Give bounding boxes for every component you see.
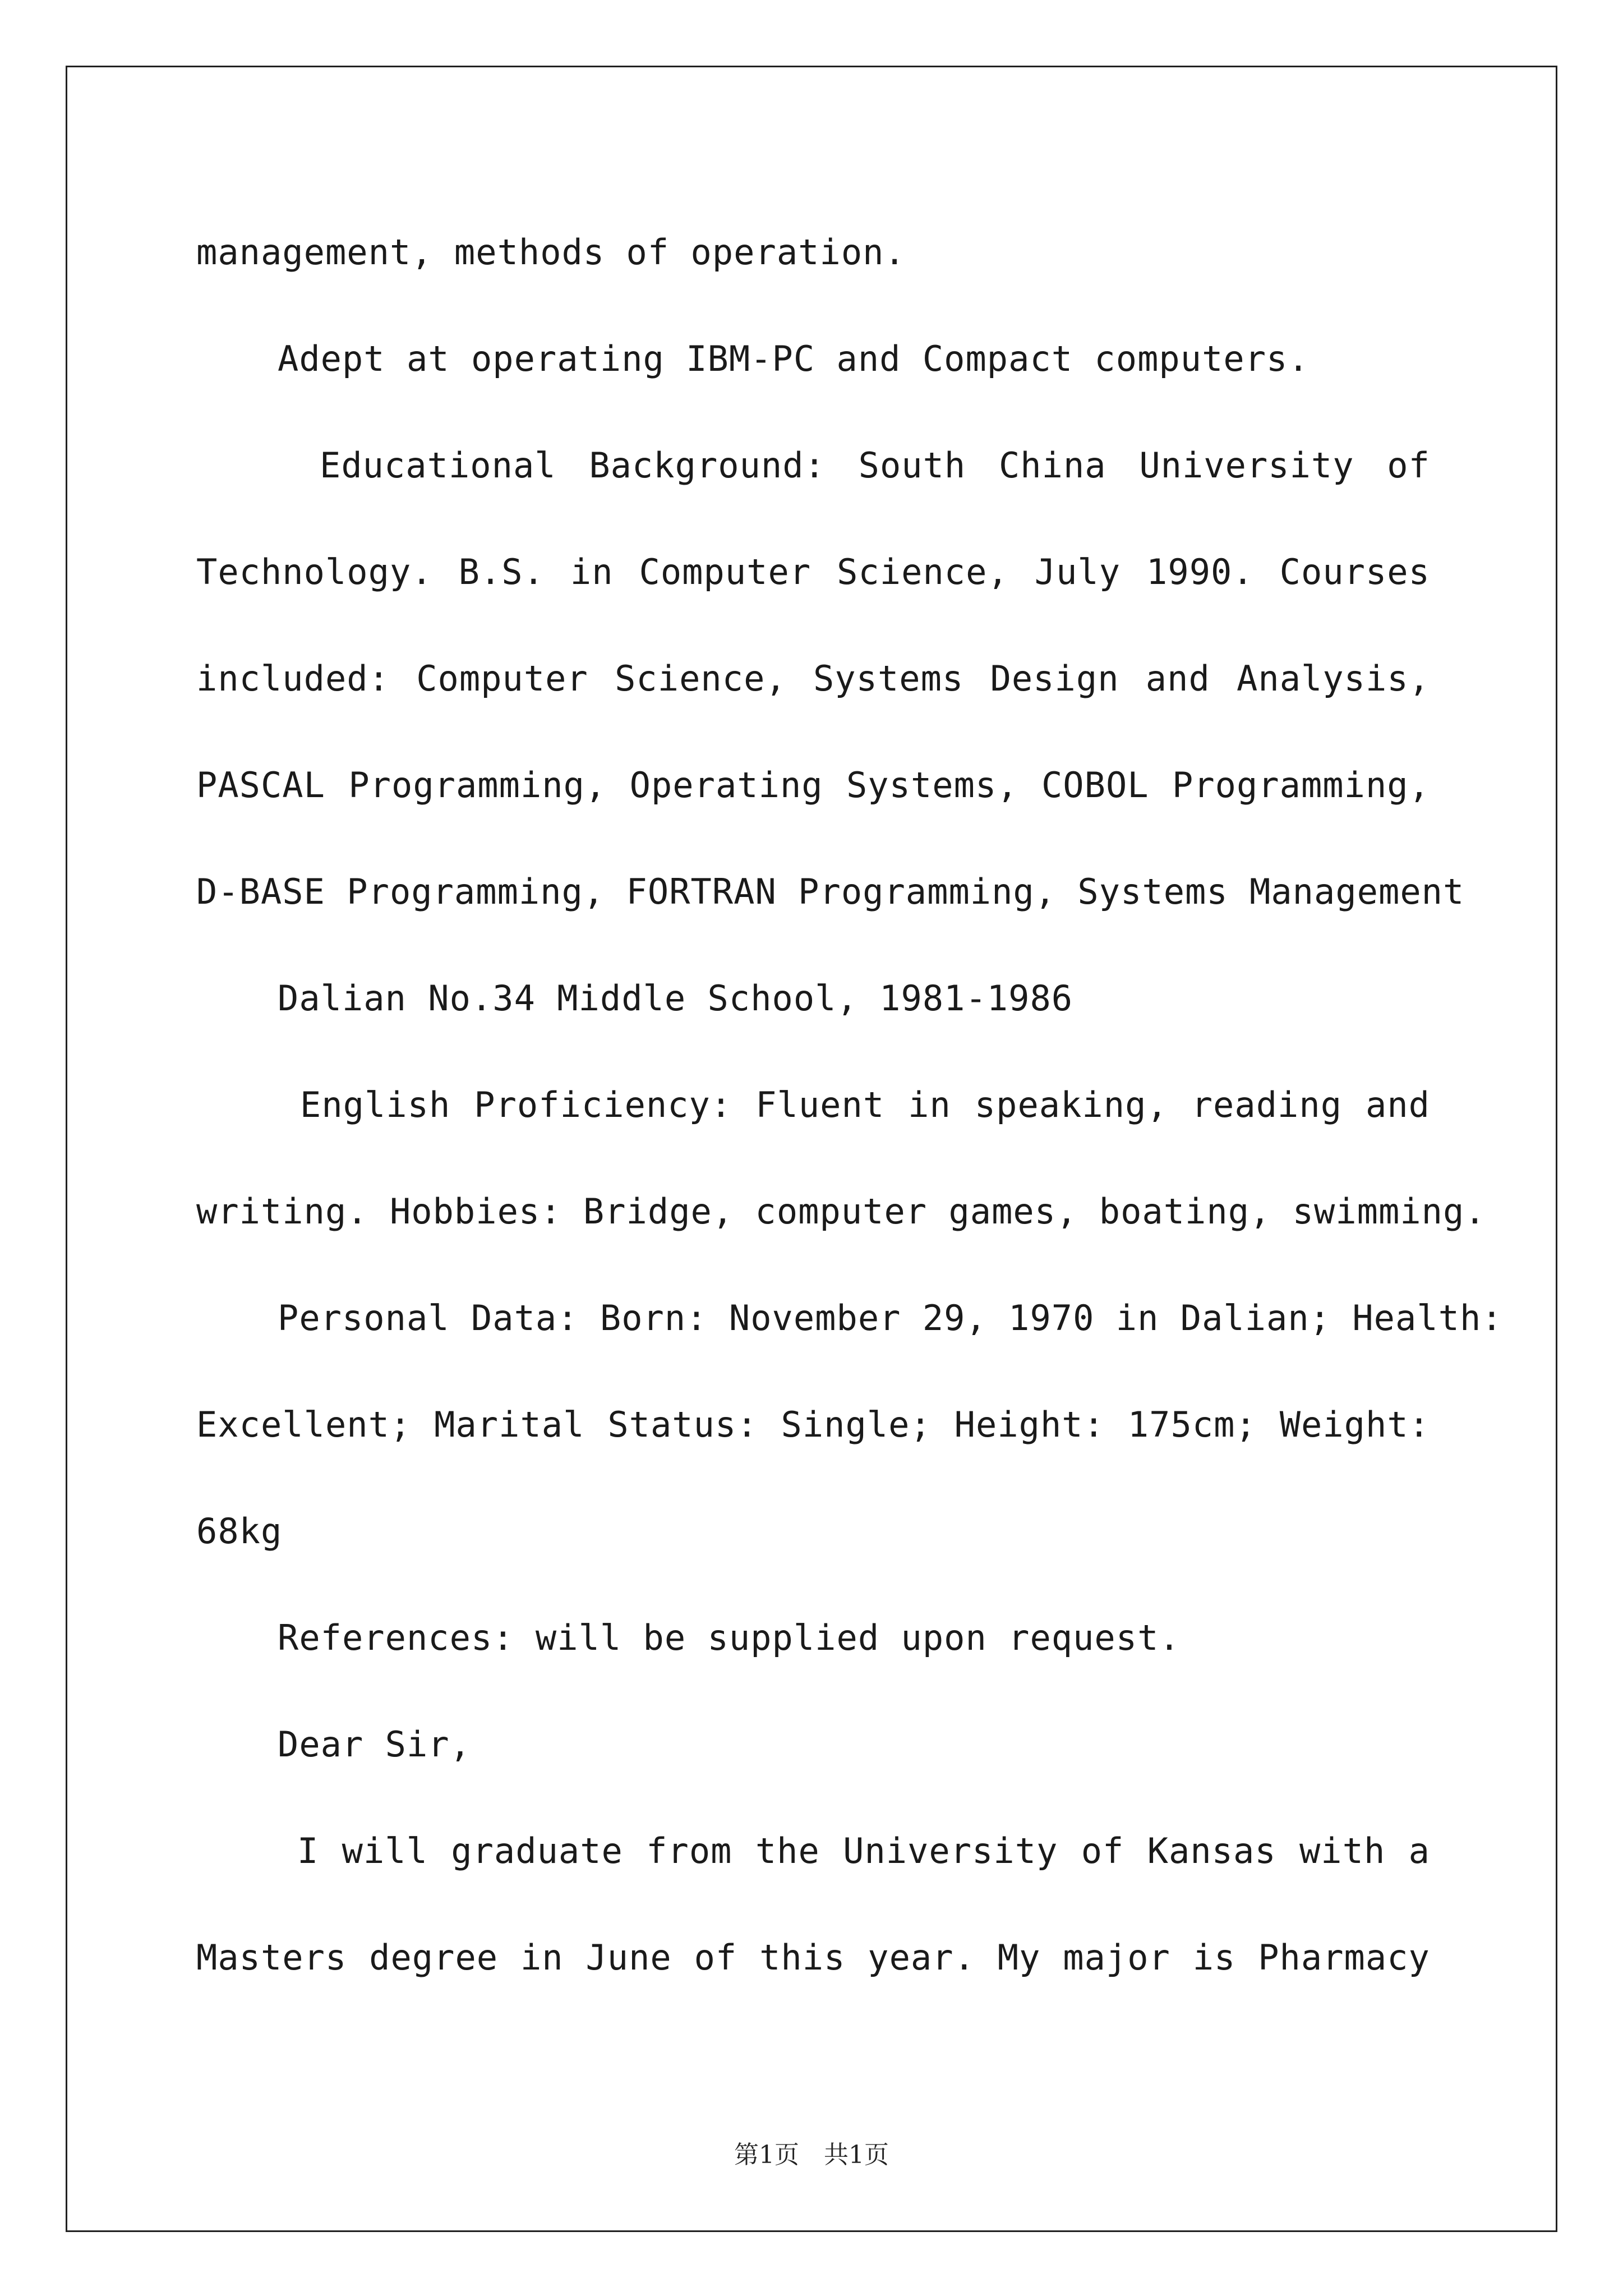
word: June — [585, 1937, 672, 1978]
word: COBOL — [1041, 765, 1149, 806]
document-body — [196, 222, 1503, 2033]
word: I — [297, 1830, 319, 1871]
word: year. — [868, 1937, 975, 1978]
word: from — [646, 1830, 732, 1871]
text-line — [196, 1820, 1430, 1927]
word: Masters — [196, 1937, 347, 1978]
word: and — [1145, 658, 1210, 699]
word: speaking, — [974, 1084, 1168, 1125]
word: University — [1139, 445, 1354, 486]
word: degree — [369, 1937, 499, 1978]
text-line — [196, 754, 1430, 861]
word: this — [759, 1937, 846, 1978]
word: Science, — [615, 658, 787, 699]
word: Proficiency: — [474, 1084, 732, 1125]
word: July — [1034, 551, 1121, 592]
word: in — [908, 1084, 951, 1125]
word: Educational — [320, 445, 556, 486]
word: Courses — [1279, 551, 1430, 592]
text-line: Dalian No.34 Middle School, 1981-1986 — [278, 978, 1073, 1019]
text-line — [196, 1074, 1430, 1181]
word: Fluent — [755, 1084, 885, 1125]
word: Computer — [416, 658, 588, 699]
word: reading — [1191, 1084, 1343, 1125]
word: Kansas — [1147, 1830, 1276, 1871]
text-line: References: will be supplied upon request. — [278, 1617, 1181, 1658]
text-line: Dear Sir, — [278, 1724, 471, 1765]
word: Systems, — [846, 765, 1018, 806]
word: Marital — [434, 1404, 585, 1445]
word: Systems — [813, 658, 964, 699]
word: will — [342, 1830, 428, 1871]
word: China — [998, 445, 1106, 486]
word: Background: — [589, 445, 826, 486]
text-line — [196, 1394, 1430, 1501]
word: 175cm; — [1127, 1404, 1257, 1445]
word: is — [1192, 1937, 1236, 1978]
word: Weight: — [1279, 1404, 1430, 1445]
text-line — [196, 1927, 1430, 2033]
word: University — [843, 1830, 1058, 1871]
word: in — [520, 1937, 564, 1978]
word: Programming, — [1172, 765, 1430, 806]
word: of — [694, 1937, 737, 1978]
text-line: 68kg — [196, 1511, 283, 1552]
word: English — [300, 1084, 451, 1125]
word: Programming, — [348, 765, 607, 806]
text-line: D-BASE Programming, FORTRAN Programming, Systems Management — [196, 871, 1465, 912]
word: B.S. — [458, 551, 545, 592]
word: Analysis, — [1237, 658, 1430, 699]
word: Computer — [639, 551, 811, 592]
text-line: Personal Data: Born: November 29, 1970 in Dalian; Health: — [278, 1297, 1503, 1338]
word: Operating — [629, 765, 823, 806]
word: in — [570, 551, 614, 592]
word: Technology. — [196, 551, 433, 592]
word: included: — [196, 658, 390, 699]
word: of — [1387, 445, 1430, 486]
word: Science, — [837, 551, 1009, 592]
word: Height: — [954, 1404, 1105, 1445]
word: Single; — [781, 1404, 932, 1445]
text-line — [196, 648, 1430, 754]
word: of — [1081, 1830, 1124, 1871]
word: Pharmacy — [1258, 1937, 1430, 1978]
word: a — [1408, 1830, 1430, 1871]
word: the — [755, 1830, 820, 1871]
word: 1990. — [1146, 551, 1254, 592]
word: Status: — [607, 1404, 758, 1445]
word: major — [1063, 1937, 1170, 1978]
word: South — [858, 445, 966, 486]
word: Design — [990, 658, 1119, 699]
word: Excellent; — [196, 1404, 412, 1445]
text-line — [196, 435, 1430, 541]
text-line: Adept at operating IBM-PC and Compact computers. — [278, 338, 1310, 379]
word: My — [997, 1937, 1041, 1978]
word: and — [1366, 1084, 1430, 1125]
text-line: management, methods of operation. — [196, 232, 906, 273]
word: PASCAL — [196, 765, 325, 806]
word: graduate — [451, 1830, 623, 1871]
page-footer: 第1页 共1页 — [734, 2141, 889, 2169]
text-line — [196, 541, 1430, 648]
text-line: writing. Hobbies: Bridge, computer games, boating, swimming. — [196, 1191, 1486, 1232]
word: with — [1299, 1830, 1386, 1871]
